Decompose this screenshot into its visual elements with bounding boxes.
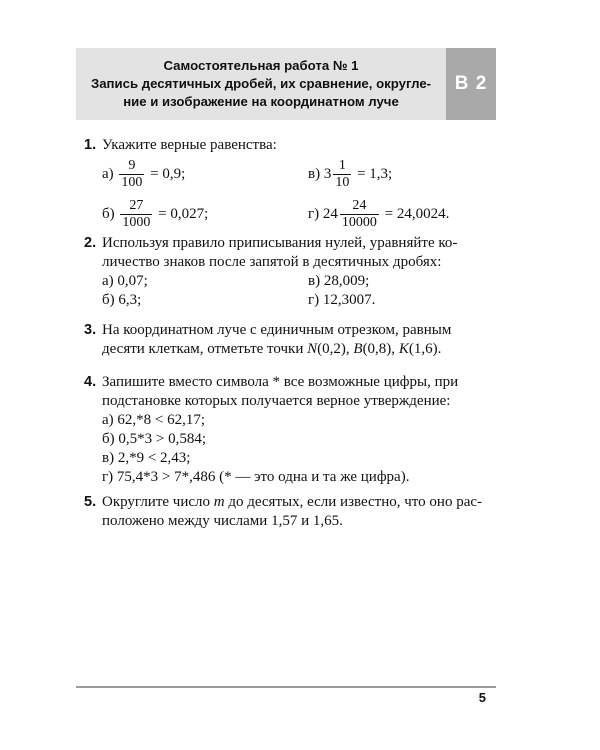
option-a: а) $\frac{9}{100}$ = 0,9; [102,158,186,190]
option-b: б) $\frac{27}{1000}$ = 0,027; [102,198,209,230]
task-2-row-2 [84,291,494,310]
option-v: в) 3 $\frac{1}{10}$ = 1,3; [308,158,393,190]
fraction: $\frac{24}{10000}$ [341,198,377,230]
footer-divider [76,686,496,688]
task-1-row-1 [84,158,494,196]
point-n: N [307,341,318,357]
task-1-row-2 [84,198,494,236]
fraction: $\frac{27}{1000}$ [122,198,151,230]
task-line-1: На координатном луче с единичным отрезком, равным [102,322,452,338]
task-prompt: Укажите верные равенства: [102,137,277,153]
task-2 [84,234,494,310]
option-a: а) 0,07; [102,273,148,289]
header-title [76,48,446,120]
task-5: 5. Округлите число m до десятых, если известно, что оно рас- положено между числами 1,57 и 1,65. [84,493,494,531]
task-number: 3. [84,322,97,338]
task-line-2: положено между числами 1,57 и 1,65. [102,513,343,529]
fraction: $\frac{9}{100}$ [121,158,143,190]
task-number: 5. [84,494,97,510]
option-v: в) 2,*9 < 2,43; [102,450,191,466]
option-g: г) 24 $\frac{24}{10000}$ = 24,0024. [308,198,450,230]
option-g: г) 75,4*3 > 7*,486 (* — это одна и та же цифра). [102,469,410,485]
option-g: г) 12,3007. [308,292,376,308]
task-number: 1. [84,137,97,153]
task-number: 4. [84,374,97,390]
fraction: $\frac{1}{10}$ [335,158,350,190]
task-line-2: личество знаков после запятой в десятичных дробях: [102,254,442,270]
variable-m: m [213,494,225,510]
task-2-row-1 [84,272,494,291]
header-line-1: Самостоятельная работа № 1 [163,58,359,73]
task-line-1: Запишите вместо символа * все возможные цифры, при [102,374,459,390]
variant-badge: В 2 [446,48,496,120]
worksheet-header [76,48,496,120]
header-line-2: Запись десятичных дробей, их сравнение, округле- [90,76,432,91]
option-v: в) 28,009; [308,273,370,289]
task-4 [84,373,494,487]
task-line-2: подстановке которых получается верное утверждение: [102,393,451,409]
task-number: 2. [84,235,97,251]
option-b: б) 6,3; [102,292,142,308]
option-a: а) 62,*8 < 62,17; [102,412,206,428]
task-line-2: десяти клеткам, отметьте точки N(0,2), B(0,8), K(1,6). [102,341,442,357]
page-number: 5 [478,690,486,705]
task-1 [84,136,494,236]
task-line-1: Используя правило приписывания нулей, уравняйте ко- [102,235,458,251]
task-3 [84,321,494,359]
point-k: K [398,341,409,357]
header-line-3: ние и изображение на координатном луче [123,94,399,109]
point-b: B [353,341,363,357]
option-b: б) 0,5*3 > 0,584; [102,431,207,447]
